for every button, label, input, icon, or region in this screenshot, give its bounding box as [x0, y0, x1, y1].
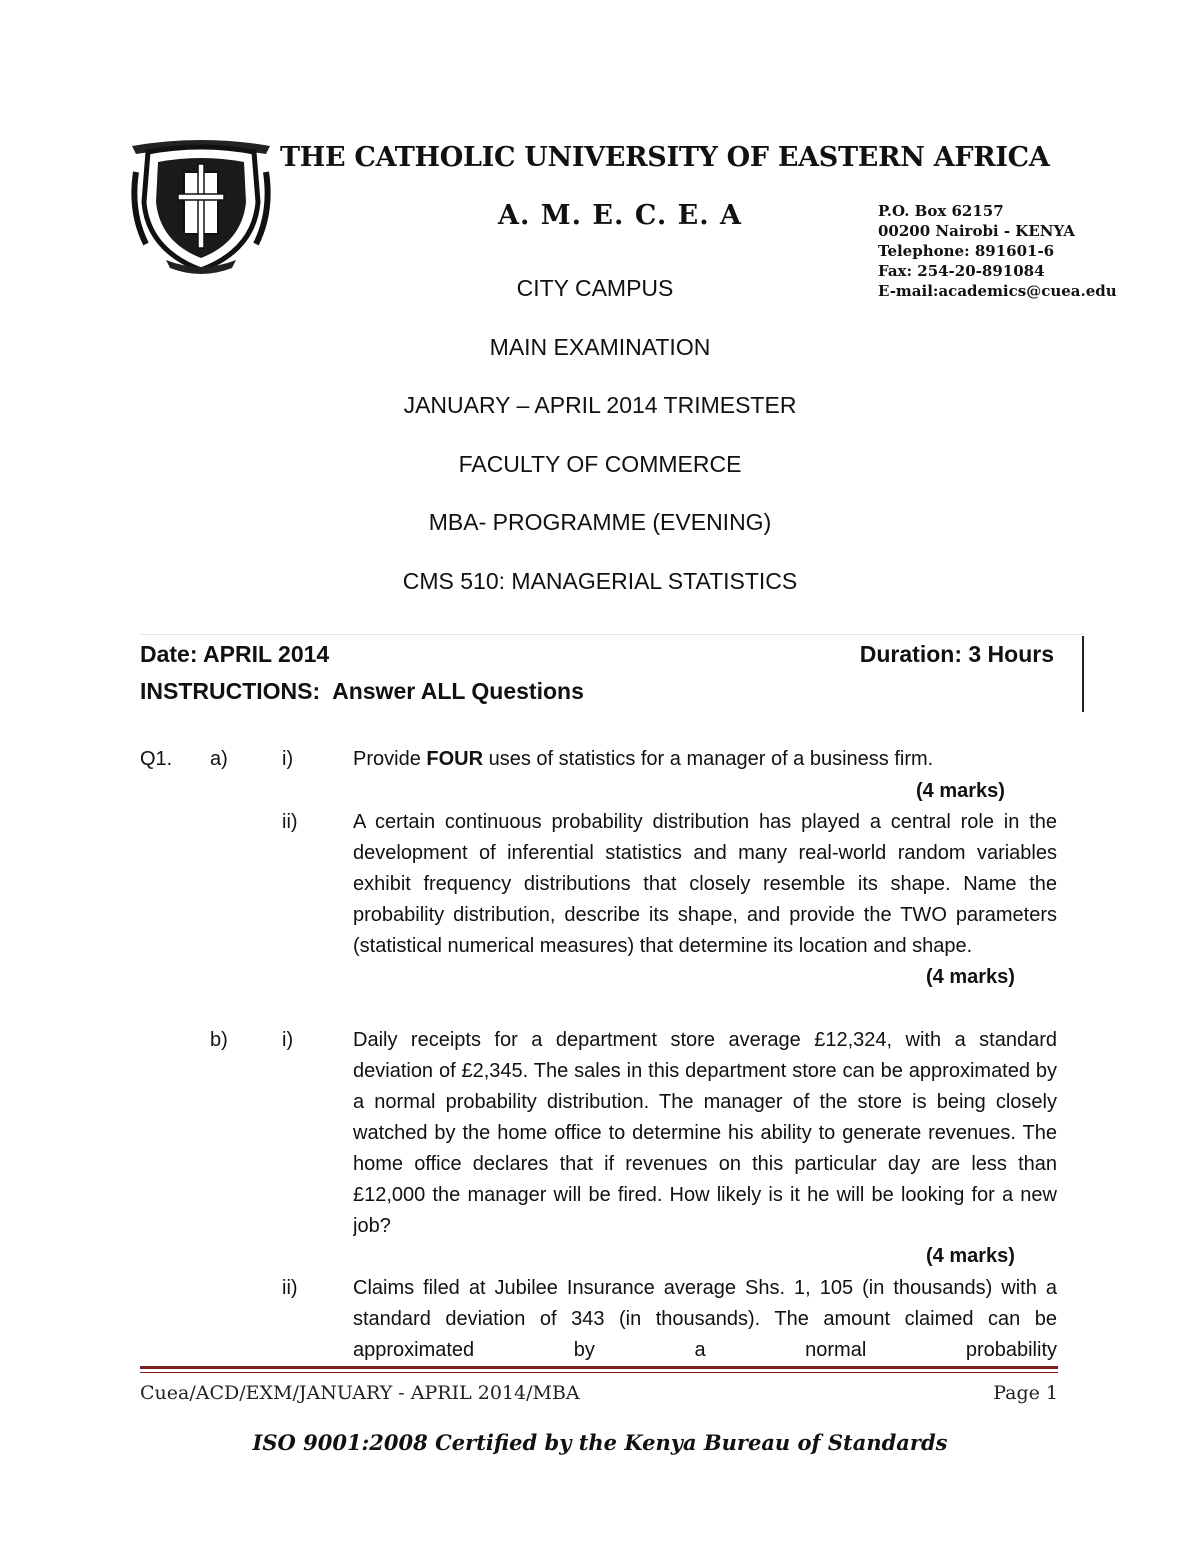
instructions-text: Answer ALL Questions	[332, 678, 584, 704]
page-number: Page 1	[993, 1382, 1058, 1404]
contact-telephone: Telephone: 891601-6	[878, 242, 1055, 260]
b-i-marks: (4 marks)	[916, 1245, 1015, 1268]
header-divider	[140, 634, 1084, 635]
programme-heading: MBA- PROGRAMME (EVENING)	[428, 509, 772, 535]
university-crest-logo	[126, 132, 276, 277]
b-ii-label: ii)	[282, 1277, 298, 1299]
exam-date: Date: APRIL 2014	[140, 641, 330, 667]
contact-email: E-mail:academics@cuea.edu	[878, 282, 1117, 300]
trimester-heading: JANUARY – APRIL 2014 TRIMESTER	[403, 392, 797, 418]
amecea-heading: A. M. E. C. E. A	[498, 200, 742, 231]
a-ii-label: ii)	[282, 811, 298, 833]
footer-reference: Cuea/ACD/EXM/JANUARY - APRIL 2014/MBA	[140, 1382, 580, 1404]
part-b-label: b)	[210, 1029, 228, 1051]
university-name: THE CATHOLIC UNIVERSITY OF EASTERN AFRICA	[280, 142, 1050, 173]
iso-certification: ISO 9001:2008 Certified by the Kenya Bureau of Standards	[252, 1430, 948, 1455]
b-i-label: i)	[282, 1029, 294, 1051]
b-ii-text: Claims filed at Jubilee Insurance average Shs. 1, 105 (in thousands) with a standard deviation of 343 (in thousands). The amount claimed can be approximated by a normal probability	[353, 1277, 1057, 1361]
a-i-bold: FOUR	[426, 748, 484, 770]
faculty-heading: FACULTY OF COMMERCE	[458, 451, 742, 477]
header-vertical-bar	[1082, 636, 1084, 712]
exam-type-heading: MAIN EXAMINATION	[489, 334, 711, 360]
a-i-text	[353, 744, 1057, 775]
campus-heading: CITY CAMPUS	[516, 275, 674, 301]
question-number: Q1.	[140, 748, 173, 770]
a-ii-text: A certain continuous probability distribution has played a central role in the development of inferential statistics and many real-world random variables exhibit frequency distributions that closely resemble its shape. Name the probability distribution, describe its shape, and provide the TWO parameters (statistical numerical measures) that determine its location and shape.	[353, 811, 1057, 957]
a-i-label: i)	[282, 748, 294, 770]
contact-city: 00200 Nairobi - KENYA	[878, 222, 1075, 240]
a-i-marks: (4 marks)	[916, 780, 1005, 802]
a-i-text-post: uses of statistics for a manager of a business firm.	[483, 748, 934, 770]
course-heading: CMS 510: MANAGERIAL STATISTICS	[402, 568, 798, 594]
a-ii-marks: (4 marks)	[916, 966, 1015, 989]
footer-rule-thick	[140, 1366, 1058, 1369]
contact-pobox: P.O. Box 62157	[878, 202, 1004, 220]
instructions-label: INSTRUCTIONS:	[140, 678, 321, 704]
contact-fax: Fax: 254-20-891084	[878, 262, 1045, 280]
instructions	[140, 678, 584, 705]
a-i-text-pre: Provide	[353, 748, 427, 770]
footer-rule-thin	[140, 1372, 1058, 1373]
part-a-label: a)	[210, 748, 228, 770]
exam-duration: Duration: 3 Hours	[859, 641, 1054, 667]
b-i-text: Daily receipts for a department store average £12,324, with a standard deviation of £2,345. The sales in this department store can be approximated by a normal probability distribution. The manager of the store is being closely watched by the home office to determine his ability to generate revenues. The home office declares that if revenues on this particular day are less than £12,000 the manager will be fired. How likely is it he will be looking for a new job?	[353, 1029, 1057, 1237]
